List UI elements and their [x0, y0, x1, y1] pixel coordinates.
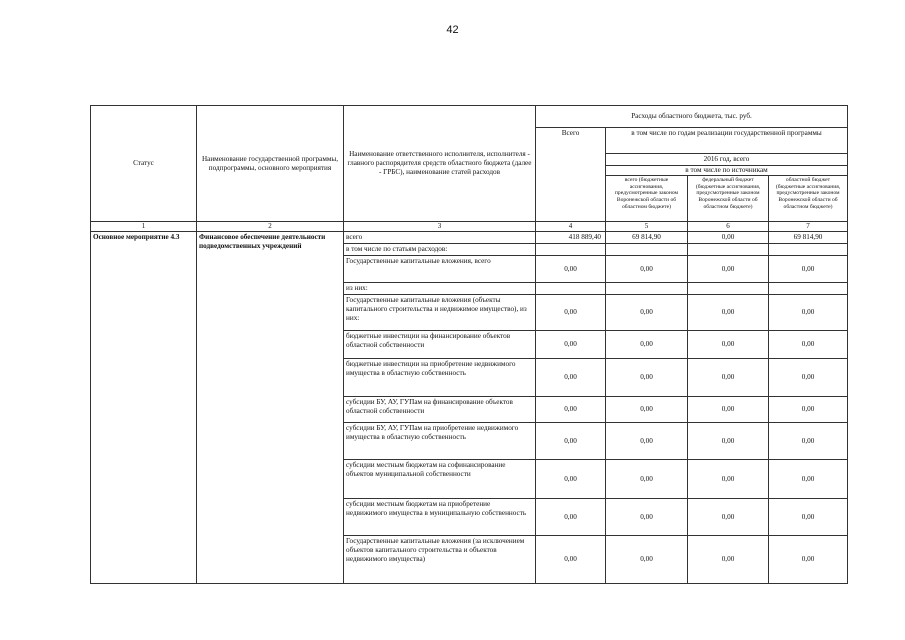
- column-number: 6: [688, 222, 769, 232]
- row-label: субсидии БУ, АУ, ГУПам на приобретение недвижимого имущества в областную собственность: [344, 423, 536, 460]
- row-col6: 0,00: [688, 295, 769, 331]
- row-total: 0,00: [536, 499, 606, 536]
- row-total: 0,00: [536, 397, 606, 423]
- row-col7: 0,00: [769, 331, 848, 359]
- row-col5: [606, 283, 688, 295]
- row-col5: 69 814,90: [606, 232, 688, 244]
- row-col6: [688, 283, 769, 295]
- row-label: субсидии местным бюджетам на приобретение недвижимого имущества в муниципальную собственность: [344, 499, 536, 536]
- row-col6: 0,00: [688, 232, 769, 244]
- row-total: 0,00: [536, 423, 606, 460]
- header-source-regional: областной бюджет (бюджетные ассигнования, предусмотренные законом Воронежской области об областном бюджете): [769, 176, 848, 222]
- row-label: всего: [344, 232, 536, 244]
- row-total: [536, 283, 606, 295]
- row-col7: 0,00: [769, 460, 848, 499]
- row-col7: 0,00: [769, 359, 848, 397]
- column-number: 2: [197, 222, 344, 232]
- row-label: бюджетные инвестиции на финансирование объектов областной собственности: [344, 331, 536, 359]
- row-col6: 0,00: [688, 359, 769, 397]
- row-col5: 0,00: [606, 256, 688, 283]
- row-label: Государственные капитальные вложения (за исключением объектов капитального строительства и объектов недвижимого имущества): [344, 536, 536, 584]
- row-col5: 0,00: [606, 460, 688, 499]
- row-col5: [606, 244, 688, 256]
- row-col5: 0,00: [606, 331, 688, 359]
- row-col5: 0,00: [606, 536, 688, 584]
- row-col7: 0,00: [769, 423, 848, 460]
- row-label: Государственные капитальные вложения (объекты капитального строительства и недвижимое имущество), из них:: [344, 295, 536, 331]
- row-total: 418 889,40: [536, 232, 606, 244]
- header-year: 2016 год, всего: [606, 154, 848, 166]
- header-total: Всего: [536, 128, 606, 222]
- row-label: из них:: [344, 283, 536, 295]
- column-number: 3: [344, 222, 536, 232]
- row-col6: 0,00: [688, 397, 769, 423]
- row-total: [536, 244, 606, 256]
- header-source-all: всего (бюджетные ассигнования, предусмотренные законом Воронежской области об областном бюджете): [606, 176, 688, 222]
- row-total: 0,00: [536, 536, 606, 584]
- page-number: 42: [446, 24, 459, 36]
- row-label: субсидии местным бюджетам на софинансирование объектов муниципальной собственности: [344, 460, 536, 499]
- row-col7: 0,00: [769, 397, 848, 423]
- program-cell: Финансовое обеспечение деятельности подведомственных учреждений: [197, 232, 344, 584]
- row-label: в том числе по статьям расходов:: [344, 244, 536, 256]
- row-col7: 69 814,90: [769, 232, 848, 244]
- row-col7: 0,00: [769, 256, 848, 283]
- row-col6: 0,00: [688, 536, 769, 584]
- row-col7: 0,00: [769, 536, 848, 584]
- row-total: 0,00: [536, 460, 606, 499]
- table-row: [91, 232, 848, 244]
- row-col6: 0,00: [688, 331, 769, 359]
- row-col5: 0,00: [606, 499, 688, 536]
- row-col5: 0,00: [606, 423, 688, 460]
- row-col6: [688, 244, 769, 256]
- row-col7: 0,00: [769, 295, 848, 331]
- row-label: субсидии БУ, АУ, ГУПам на финансирование объектов областной собственности: [344, 397, 536, 423]
- row-total: 0,00: [536, 256, 606, 283]
- row-label: Государственные капитальные вложения, всего: [344, 256, 536, 283]
- row-col5: 0,00: [606, 397, 688, 423]
- row-total: 0,00: [536, 295, 606, 331]
- header-expenses: Расходы областного бюджета, тыс. руб.: [536, 106, 848, 128]
- budget-table: [90, 105, 848, 584]
- row-col5: 0,00: [606, 359, 688, 397]
- column-number: 1: [91, 222, 197, 232]
- row-total: 0,00: [536, 331, 606, 359]
- row-col7: [769, 283, 848, 295]
- row-total: 0,00: [536, 359, 606, 397]
- header-by-sources: в том числе по источникам: [606, 166, 848, 176]
- column-number: 5: [606, 222, 688, 232]
- header-status: Статус: [91, 106, 197, 222]
- row-col6: 0,00: [688, 499, 769, 536]
- header-program-name: Наименование государственной программы, подпрограммы, основного мероприятия: [197, 106, 344, 222]
- header-by-years: в том числе по годам реализации государственной программы: [606, 128, 848, 154]
- column-number: 4: [536, 222, 606, 232]
- row-col6: 0,00: [688, 256, 769, 283]
- row-col5: 0,00: [606, 295, 688, 331]
- row-col7: 0,00: [769, 499, 848, 536]
- row-col6: 0,00: [688, 460, 769, 499]
- status-cell: Основное мероприятие 4.3: [91, 232, 197, 584]
- row-label: бюджетные инвестиции на приобретение недвижимого имущества в областную собственность: [344, 359, 536, 397]
- header-source-federal: федеральный бюджет (бюджетные ассигнования, предусмотренные законом Воронежской области об областном бюджете): [688, 176, 769, 222]
- header-executor: Наименование ответственного исполнителя, исполнителя - главного распорядителя средств областного бюджета (далее - ГРБС), наименование статей расходов: [344, 106, 536, 222]
- row-col6: 0,00: [688, 423, 769, 460]
- row-col7: [769, 244, 848, 256]
- column-number: 7: [769, 222, 848, 232]
